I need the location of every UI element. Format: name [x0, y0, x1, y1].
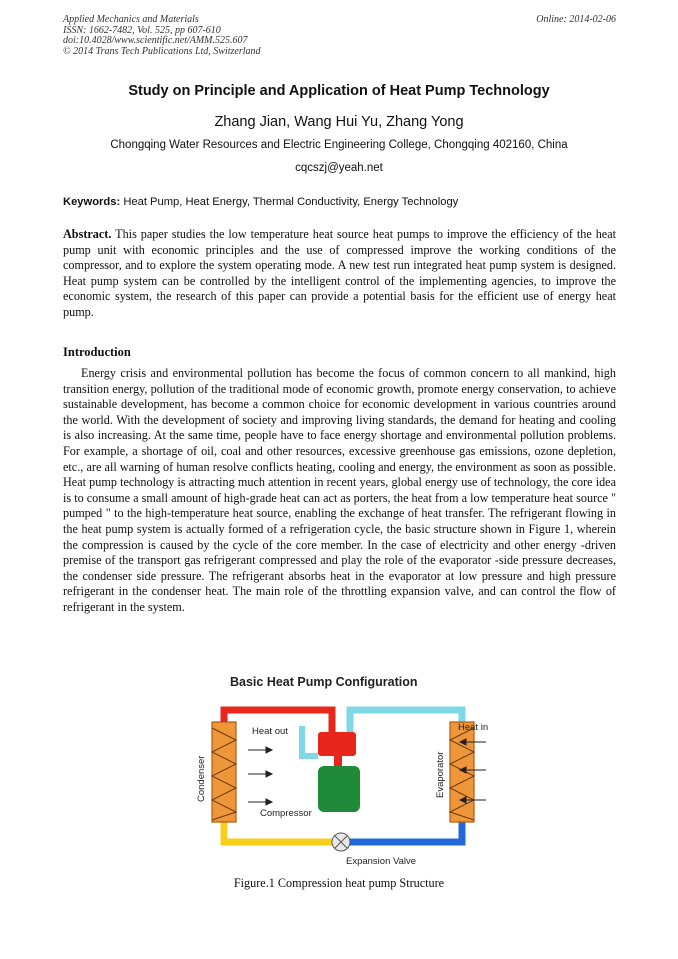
expansion-valve-label: Expansion Valve	[346, 856, 417, 867]
paper-authors: Zhang Jian, Wang Hui Yu, Zhang Yong	[214, 114, 464, 130]
condenser-label: Condenser	[196, 755, 207, 802]
introduction-heading: Introduction	[63, 345, 131, 359]
journal-header	[63, 15, 616, 57]
abstract	[63, 227, 616, 321]
heat-pump-figure	[190, 670, 500, 870]
evaporator-label: Evaporator	[435, 751, 446, 798]
figure-title: Basic Heat Pump Configuration	[230, 675, 418, 689]
introduction-text: Energy crisis and environmental pollution has become the focus of common concern to all mankind, high transition energy, pollution of the traditional mode of economic growth, promote energy conservation, to achieve sustainable development, has become a common choice for economic development in various countries around the world. With the development of society and improving living standards, the demand for heating and cooling is also increasing. At the same time, people have to face energy shortage and environmental pollution problems. For example, a shortage of oil, coal and other resources, excessive greenhouse gas emissions, ozone depletion, etc., are all warning of human resolve conflicts heating, cooling and energy, the environment as soon as possible. Heat pump technology is attracting much attention in recent years, global energy use of technology, the core idea is to consume a small amount of high-grade heat can act as porters, the heat from a low temperature heat source " pumped " to the high-temperature heat source, enabling the exchange of heat transfer. The refrigerant flowing in the heat pump system is actually formed of a refrigeration cycle, the basic structure shown in Figure 1, wherein the compression is caused by the cycle of the core member. In the case of electricity and other energy -driven premise of the transport gas refrigerant compressed and play the role of the evaporator -side pressure decreases, the condenser side pressure. The refrigerant absorbs heat in the evaporator at low pressure and high pressure refrigerant in the condenser heat. The main role of the throttling expansion valve, and can control the flow of refrigerant in the system.	[63, 366, 616, 614]
condenser	[196, 722, 236, 822]
abstract-label: Abstract.	[63, 227, 112, 241]
heat-out-label: Heat out	[252, 726, 288, 737]
evaporator	[435, 722, 474, 822]
heat-in-label: Heat in	[458, 722, 489, 733]
suction-pipe-inner	[302, 726, 318, 756]
expansion-pipe	[350, 822, 462, 842]
liquid-pipe	[224, 822, 332, 842]
journal-copyright: © 2014 Trans Tech Publications Ltd, Switzerland	[63, 45, 261, 57]
keywords	[63, 196, 616, 208]
figure-caption: Figure.1 Compression heat pump Structure	[233, 876, 445, 890]
journal-doi[interactable]: doi:10.4028/www.scientific.net/AMM.525.607	[63, 35, 248, 46]
suction-pipe	[350, 710, 462, 732]
expansion-valve	[332, 833, 416, 867]
paper-title: Study on Principle and Application of Heat Pump Technology	[128, 83, 550, 99]
compressor	[260, 732, 360, 819]
keywords-text: Heat Pump, Heat Energy, Thermal Conductivity, Energy Technology	[123, 196, 459, 208]
abstract-text: This paper studies the low temperature heat source heat pumps to improve the efficiency of the heat pump unit with economic principles and the use of compressed improve the working conditions of the compressor, and to explore the system operating mode. A new test run integrated heat pump system is designed. Heat pump system can be controlled by the intelligent control of the implementing agencies, to improve the economic system, the research of this paper can provide a potential basis for the efficient use of energy heat pump.	[63, 227, 616, 319]
journal-name: Applied Mechanics and Materials	[63, 14, 199, 25]
online-date: Online: 2014-02-06	[536, 14, 616, 25]
heat-out-arrows	[248, 747, 272, 805]
journal-issn: ISSN: 1662-7482, Vol. 525, pp 607-610	[63, 24, 221, 36]
paper-affiliation: Chongqing Water Resources and Electric Engineering College, Chongqing 402160, China	[110, 139, 568, 151]
compressor-label: Compressor	[260, 808, 312, 819]
keywords-label: Keywords:	[63, 196, 121, 208]
author-email[interactable]: cqcszj@yeah.net	[295, 162, 383, 174]
